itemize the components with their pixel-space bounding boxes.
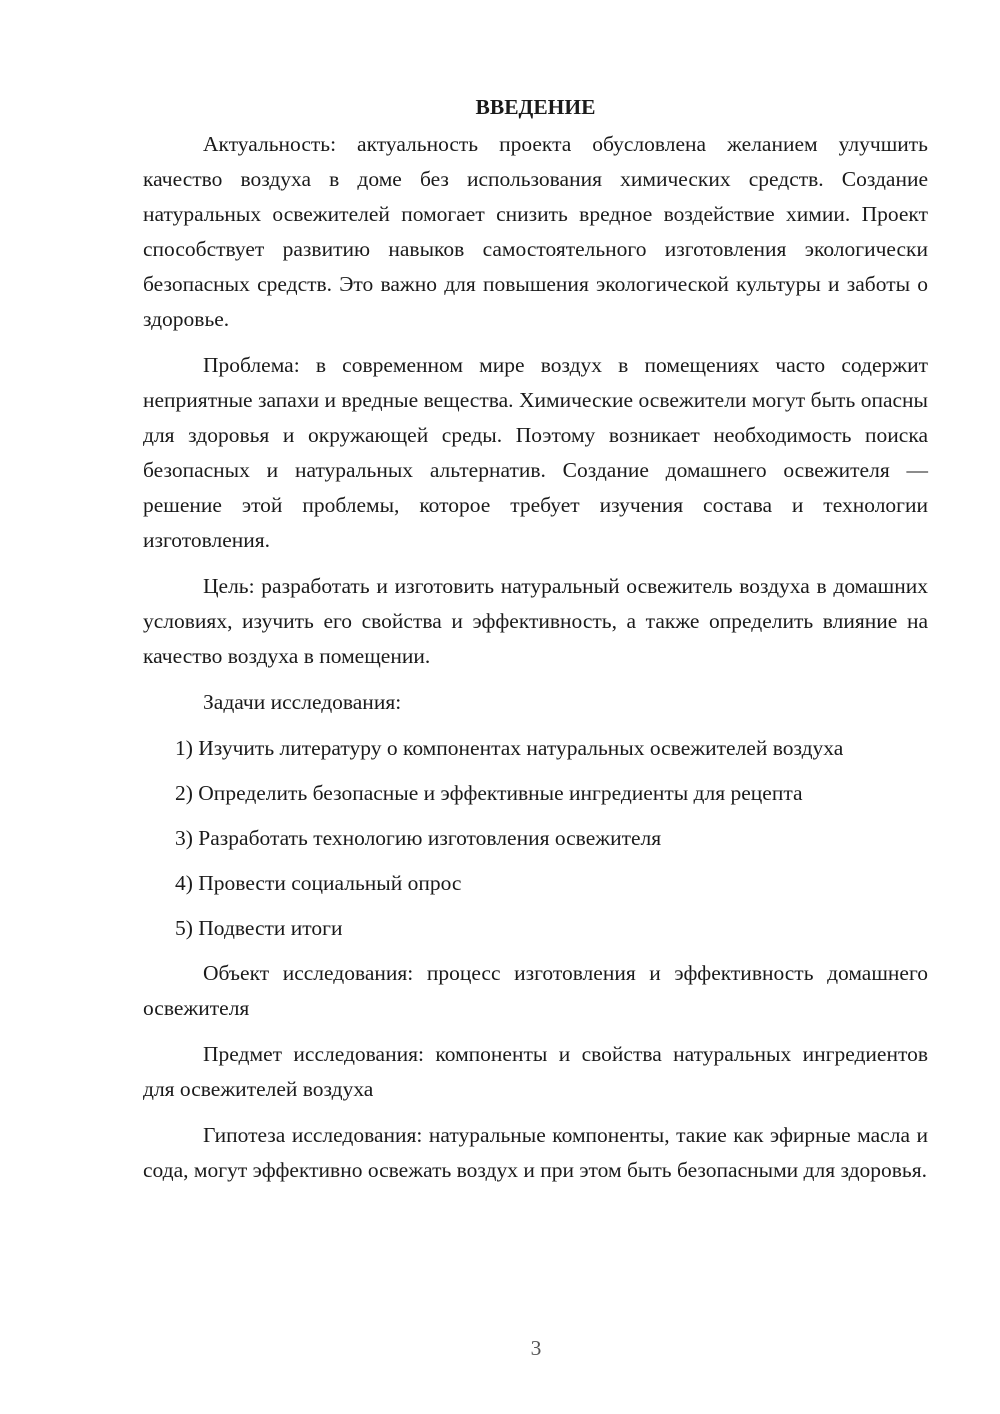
goal-paragraph: Цель: разработать и изготовить натуральный освежитель воздуха в домашних условиях, изучить его свойства и эффективность, а также определить влияние на качество воздуха в помещении. [143, 574, 928, 668]
list-item: 1) Изучить литературу о компонентах натуральных освежителей воздуха [175, 736, 844, 760]
page-number: 3 [530, 1336, 542, 1360]
subject-paragraph: Предмет исследования: компоненты и свойства натуральных ингредиентов для освежителей воздуха [143, 1042, 928, 1101]
tasks-title: Задачи исследования: [203, 690, 402, 714]
document-page [143, 90, 928, 1199]
tasks-list [143, 731, 928, 946]
list-item: 2) Определить безопасные и эффективные ингредиенты для рецепта [175, 781, 803, 805]
relevance-paragraph: Актуальность: актуальность проекта обусловлена желанием улучшить качество воздуха в доме без использования химических средств. Создание натуральных освежителей помогает снизить вредное воздействие химии. Проект способствует развитию навыков самостоятельного изготовления экологически безопасных средств. Это важно для повышения экологической культуры и заботы о здоровье. [143, 132, 928, 331]
list-item: 3) Разработать технологию изготовления освежителя [175, 826, 662, 850]
problem-paragraph: Проблема: в современном мире воздух в помещениях часто содержит неприятные запахи и вредные вещества. Химические освежители могут быть опасны для здоровья и окружающей среды. Поэтому возникает необходимость поиска безопасных и натуральных альтернатив. Создание домашнего освежителя — решение этой проблемы, которое требует изучения состава и технологии изготовления. [143, 353, 928, 552]
page-title: ВВЕДЕНИЕ [475, 95, 596, 119]
hypothesis-paragraph: Гипотеза исследования: натуральные компоненты, такие как эфирные масла и сода, могут эффективно освежать воздух и при этом быть безопасными для здоровья. [143, 1123, 928, 1182]
object-paragraph: Объект исследования: процесс изготовления и эффективность домашнего освежителя [143, 961, 928, 1020]
list-item: 4) Провести социальный опрос [175, 871, 462, 895]
list-item: 5) Подвести итоги [175, 916, 343, 940]
